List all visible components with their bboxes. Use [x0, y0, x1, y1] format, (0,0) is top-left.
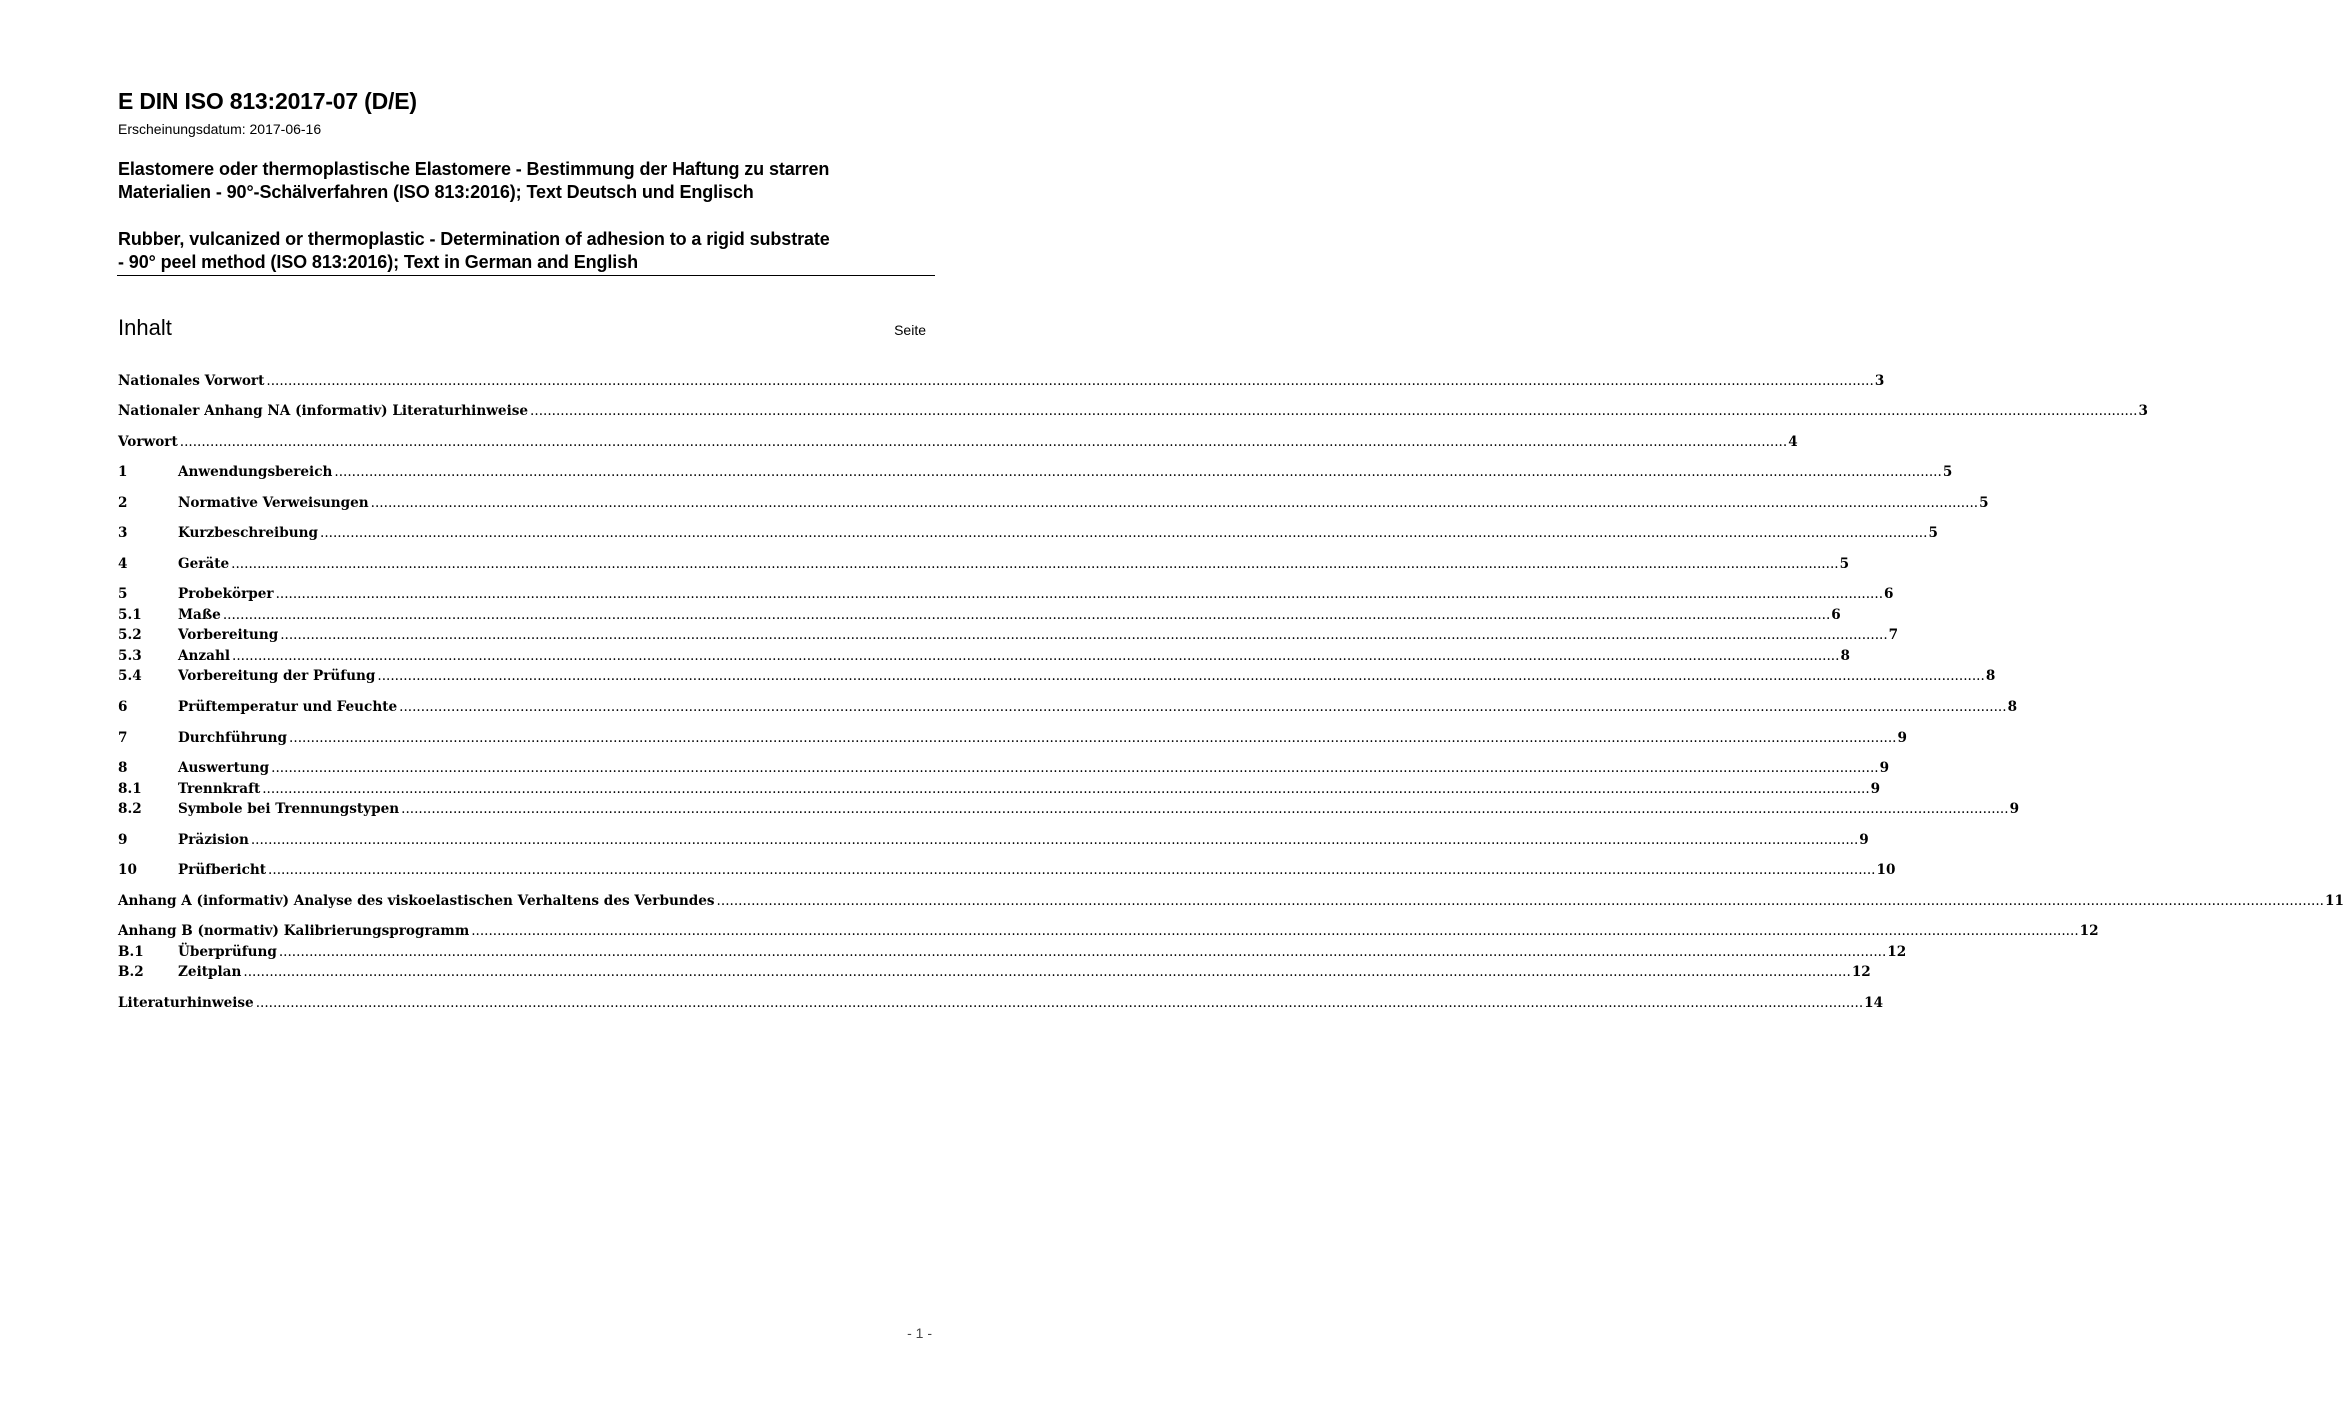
toc-page-column-label: Seite [894, 322, 926, 338]
toc-dot-leader: .................................................................................................................................................................................................................................................................................................................................................................................... [530, 403, 2138, 419]
toc-entry-page: 3 [2138, 403, 2148, 419]
toc-entry-title: Nationaler Anhang NA (informativ) Literaturhinweise [118, 403, 529, 419]
publication-date: Erscheinungsdatum: 2017-06-16 [118, 121, 322, 137]
toc-entry-number: 8.1 [118, 781, 142, 797]
toc-entry[interactable] [118, 493, 1989, 513]
toc-entry-page: 14 [1864, 995, 1884, 1011]
toc-entry-title: Symbole bei Trennungstypen [178, 801, 400, 817]
toc-entry-title: Auswertung [178, 760, 270, 776]
toc-entry-title: Überprüfung [178, 944, 277, 960]
toc-entry-number: 5.4 [118, 668, 142, 684]
toc-dot-leader: .................................................................................................................................................................................................................................................................................................................................................................................... [289, 730, 1897, 746]
toc-entry-page: 8 [1840, 648, 1850, 664]
toc-entry-number: 4 [118, 556, 128, 572]
toc-entry-number: 8.2 [118, 801, 142, 817]
toc-entry[interactable] [118, 758, 1890, 778]
toc-entry-title: Zeitplan [178, 964, 242, 980]
toc-entry-title: Anhang A (informativ) Analyse des viskoelastischen Verhaltens des Verbundes [118, 893, 715, 909]
toc-entry-title: Probekörper [178, 586, 274, 602]
toc-entry[interactable] [118, 584, 1894, 604]
toc-entry-number: 1 [118, 464, 128, 480]
toc-entry-page: 9 [1870, 781, 1881, 797]
toc-entry-page: 11 [2324, 893, 2344, 909]
toc-entry[interactable] [118, 830, 1869, 850]
toc-entry-page: 6 [1831, 607, 1841, 623]
toc-entry-title: Prüfbericht [178, 862, 267, 878]
title-english [118, 228, 938, 274]
toc-entry-title: Anzahl [178, 648, 231, 664]
toc-entry[interactable] [118, 921, 2099, 941]
toc-entry-page: 5 [1839, 556, 1850, 572]
toc-dot-leader: .................................................................................................................................................................................................................................................................................................................................................................................... [250, 832, 1859, 848]
toc-entry-page: 12 [1851, 964, 1871, 980]
toc-entry-number: 5.3 [118, 648, 142, 664]
toc-dot-leader: .................................................................................................................................................................................................................................................................................................................................................................................... [716, 893, 2324, 909]
title-german-line-2: Materialien - 90°-Schälverfahren (ISO 813:2016); Text Deutsch und Englisch [118, 182, 754, 202]
toc-entry-page: 5 [1942, 464, 1953, 480]
toc-entry[interactable] [118, 462, 1953, 482]
toc-entry-title: Literaturhinweise [118, 995, 254, 1011]
toc-entry[interactable] [118, 728, 1907, 748]
toc-entry-number: 5 [118, 586, 128, 602]
toc-heading: Inhalt [118, 315, 172, 340]
toc-entry-page: 9 [2009, 801, 2020, 817]
toc-entry[interactable] [118, 666, 1996, 686]
toc-entry-title: Vorbereitung [178, 627, 279, 643]
toc-entry-title: Vorwort [118, 434, 178, 450]
document-id: E DIN ISO 813:2017-07 (D/E) [118, 88, 417, 114]
toc-entry[interactable] [118, 860, 1896, 880]
toc-dot-leader: .................................................................................................................................................................................................................................................................................................................................................................................... [266, 373, 1874, 389]
toc-dot-leader: .................................................................................................................................................................................................................................................................................................................................................................................... [179, 434, 1788, 450]
toc-entry-page: 10 [1876, 862, 1896, 878]
toc-entry-number: 5.2 [118, 627, 142, 643]
toc-entry-page: 12 [1887, 944, 1907, 960]
toc-dot-leader: .................................................................................................................................................................................................................................................................................................................................................................................... [401, 801, 2009, 817]
toc-dot-leader: .................................................................................................................................................................................................................................................................................................................................................................................... [262, 781, 1870, 797]
toc-entry[interactable] [118, 371, 1885, 391]
toc-entry[interactable] [118, 625, 1899, 645]
toc-entry-title: Anwendungsbereich [178, 464, 333, 480]
toc-entry-page: 6 [1884, 586, 1894, 602]
toc-entry-number: 8 [118, 760, 128, 776]
toc-entry-title: Normative Verweisungen [178, 495, 369, 511]
toc-entry-title: Maße [178, 607, 221, 623]
toc-dot-leader: .................................................................................................................................................................................................................................................................................................................................................................................... [377, 668, 1985, 684]
toc-dot-leader: .................................................................................................................................................................................................................................................................................................................................................................................... [222, 607, 1831, 623]
toc-entry-page: 3 [1874, 373, 1885, 389]
toc-entry[interactable] [118, 401, 2148, 421]
toc-entry-page: 9 [1897, 730, 1907, 746]
toc-entry[interactable] [118, 554, 1850, 574]
toc-dot-leader: .................................................................................................................................................................................................................................................................................................................................................................................... [243, 964, 1851, 980]
toc-entry-title: Präzision [178, 832, 249, 848]
toc-entry-title: Geräte [178, 556, 230, 572]
toc-dot-leader: .................................................................................................................................................................................................................................................................................................................................................................................... [232, 648, 1840, 664]
toc-dot-leader: .................................................................................................................................................................................................................................................................................................................................................................................... [271, 760, 1879, 776]
toc-dot-leader: .................................................................................................................................................................................................................................................................................................................................................................................... [275, 586, 1884, 602]
toc-entry-number: B.2 [118, 964, 144, 980]
toc-entry-number: 5.1 [118, 607, 142, 623]
toc-entry-page: 9 [1879, 760, 1890, 776]
toc-entry-title: Anhang B (normativ) Kalibrierungsprogramm [118, 923, 470, 939]
title-divider [117, 275, 935, 276]
toc-entry-number: 2 [118, 495, 128, 511]
toc-dot-leader: .................................................................................................................................................................................................................................................................................................................................................................................... [268, 862, 1876, 878]
toc-entry[interactable] [118, 523, 1938, 543]
toc-entry[interactable] [118, 605, 1841, 625]
toc-dot-leader: .................................................................................................................................................................................................................................................................................................................................................................................... [370, 495, 1979, 511]
toc-dot-leader: .................................................................................................................................................................................................................................................................................................................................................................................... [320, 525, 1928, 541]
toc-entry-page: 8 [1985, 668, 1996, 684]
toc-entry-page: 4 [1788, 434, 1798, 450]
toc-entry-number: 3 [118, 525, 128, 541]
toc-entry[interactable] [118, 779, 1881, 799]
toc-entry-page: 12 [2079, 923, 2099, 939]
toc-entry[interactable] [118, 432, 1798, 452]
toc-dot-leader: .................................................................................................................................................................................................................................................................................................................................................................................... [471, 923, 2079, 939]
toc-entry[interactable] [118, 697, 2018, 717]
toc-entry-number: 10 [118, 862, 137, 878]
toc-entry-title: Vorbereitung der Prüfung [178, 668, 376, 684]
toc-entry-title: Trennkraft [178, 781, 261, 797]
toc-entry-number: 7 [118, 730, 128, 746]
toc-dot-leader: .................................................................................................................................................................................................................................................................................................................................................................................... [255, 995, 1864, 1011]
toc-dot-leader: .................................................................................................................................................................................................................................................................................................................................................................................... [278, 944, 1887, 960]
toc-dot-leader: .................................................................................................................................................................................................................................................................................................................................................................................... [280, 627, 1888, 643]
footer-page-number: - 1 - [907, 1325, 932, 1341]
toc-entry-title: Prüftemperatur und Feuchte [178, 699, 398, 715]
toc-entry[interactable] [118, 646, 1850, 666]
toc-entry-title: Durchführung [178, 730, 288, 746]
title-german [118, 158, 938, 204]
toc-entry[interactable] [118, 993, 1884, 1013]
toc-entry-number: 9 [118, 832, 128, 848]
toc-entry-title: Kurzbeschreibung [178, 525, 318, 541]
toc-entry-page: 5 [1979, 495, 1989, 511]
toc-entry-page: 8 [2007, 699, 2018, 715]
title-english-line-2: - 90° peel method (ISO 813:2016); Text in German and English [118, 252, 638, 272]
toc-dot-leader: .................................................................................................................................................................................................................................................................................................................................................................................... [334, 464, 1942, 480]
toc-entry-number: 6 [118, 699, 128, 715]
toc-entry-page: 5 [1928, 525, 1938, 541]
toc-dot-leader: .................................................................................................................................................................................................................................................................................................................................................................................... [231, 556, 1839, 572]
toc-entry-page: 9 [1859, 832, 1869, 848]
toc-entry-number: B.1 [118, 944, 144, 960]
title-german-line-1: Elastomere oder thermoplastische Elastomere - Bestimmung der Haftung zu starren [118, 159, 830, 179]
toc-entry-title: Nationales Vorwort [118, 373, 265, 389]
toc-entry[interactable] [118, 891, 2344, 911]
title-english-line-1: Rubber, vulcanized or thermoplastic - Determination of adhesion to a rigid substrate [118, 229, 830, 249]
toc-entry[interactable] [118, 962, 1871, 982]
toc-dot-leader: .................................................................................................................................................................................................................................................................................................................................................................................... [399, 699, 2007, 715]
toc-entry[interactable] [118, 799, 2020, 819]
toc-entry-page: 7 [1888, 627, 1899, 643]
toc-entry[interactable] [118, 942, 1907, 962]
